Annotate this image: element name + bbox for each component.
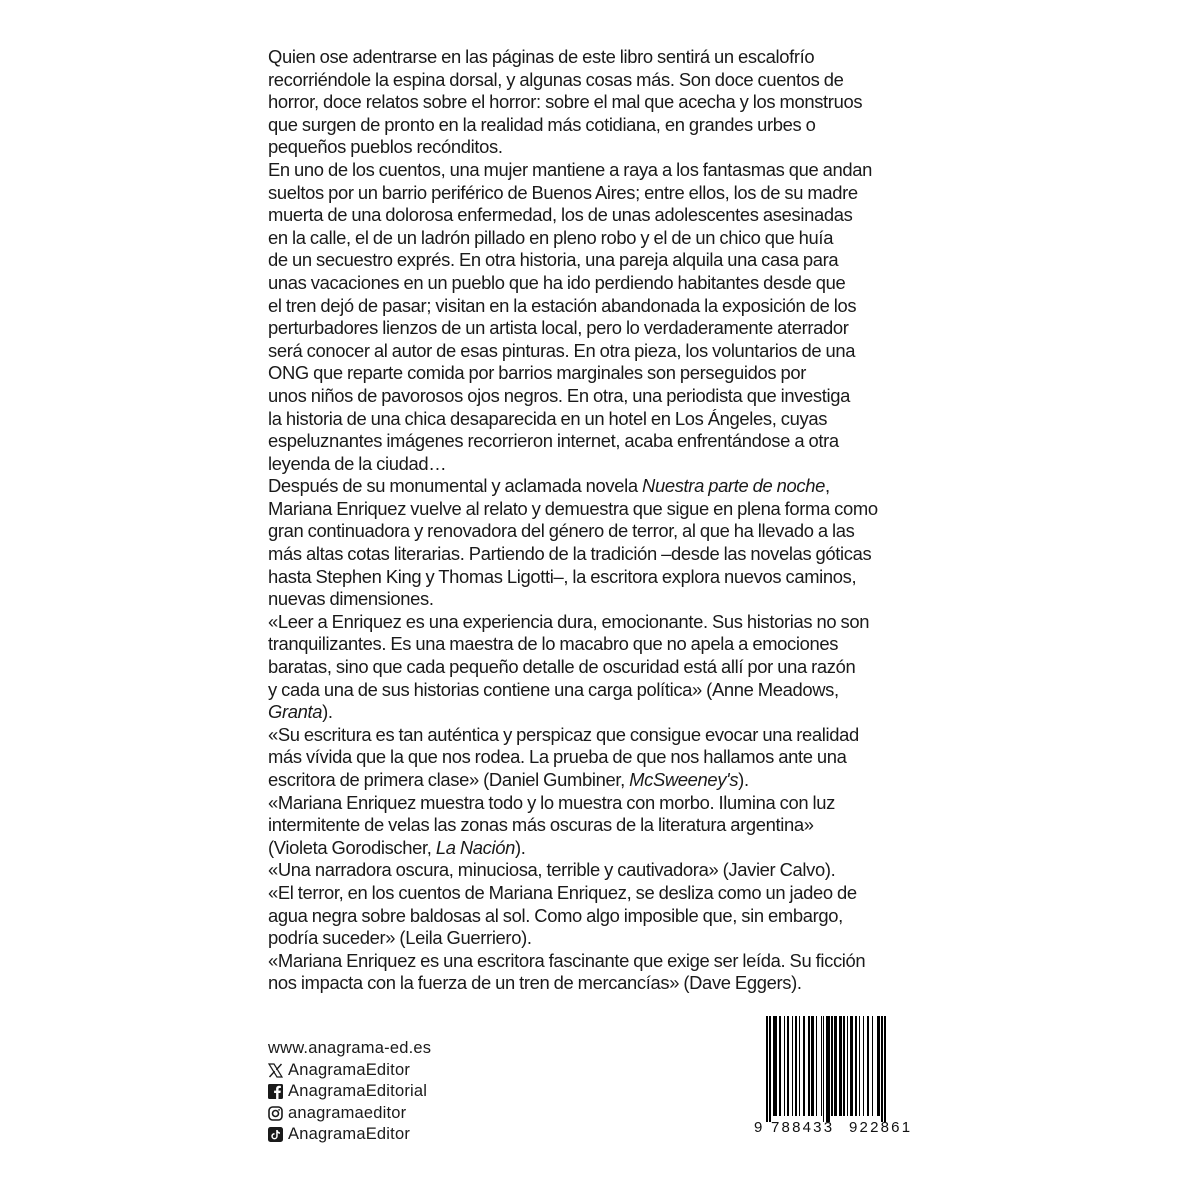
facebook-icon (268, 1084, 283, 1099)
text-line (268, 701, 948, 724)
text-line (268, 837, 948, 860)
text-line: más altas cotas literarias. Partiendo de la tradición –desde las novelas góticas (268, 543, 872, 565)
text-line: nos impacta con la fuerza de un tren de mercancías» (Dave Eggers). (268, 972, 802, 994)
text-line: el tren dejó de pasar; visitan en la estación abandonada la exposición de los (268, 294, 857, 316)
text-line: «Leer a Enriquez es una experiencia dura, emocionante. Sus historias no son (268, 610, 870, 632)
text-line: unas vacaciones en un pueblo que ha ido perdiendo habitantes desde que (268, 271, 846, 293)
website-url[interactable]: www.anagrama-ed.es (268, 1039, 432, 1057)
text-line: gran continuadora y renovadora del género de terror, al que ha llevado a las (268, 520, 855, 542)
x-icon (268, 1063, 283, 1078)
review-quote-granta (268, 611, 948, 724)
text-line: agua negra sobre baldosas al sol. Como algo imposible que, sin embargo, (268, 904, 843, 926)
text-line (268, 475, 948, 498)
isbn-right-group: 922861 (849, 1119, 913, 1136)
review-quote-mcsweeneys (268, 724, 948, 792)
publication-name: Granta (268, 701, 323, 723)
text-line: Quien ose adentrarse en las páginas de este libro sentirá un escalofrío (268, 46, 815, 67)
text-line: leyenda de la ciudad… (268, 452, 447, 474)
text-line: intermitente de velas las zonas más oscuras de la literatura argentina» (268, 814, 814, 836)
social-facebook[interactable] (268, 1081, 431, 1103)
blurb-paragraph-stories (268, 159, 948, 475)
review-quote-calvo (268, 859, 948, 882)
social-instagram[interactable] (268, 1103, 431, 1125)
text-line (268, 769, 948, 792)
blurb-text (268, 46, 948, 995)
review-quote-guerriero (268, 882, 948, 950)
text-line: hasta Stephen King y Thomas Ligotti–, la escritora explora nuevos caminos, (268, 565, 857, 587)
social-handle[interactable]: AnagramaEditor (288, 1060, 411, 1079)
isbn-barcode (752, 1016, 928, 1142)
publisher-contact (268, 1038, 431, 1146)
review-quote-la-nacion (268, 792, 948, 860)
text-line: en la calle, el de un ladrón pillado en pleno robo y el de un chico que huía (268, 226, 834, 248)
text-line: más vívida que la que nos rodea. La prueba de que nos hallamos ante una (268, 746, 847, 768)
text-line: y cada una de sus historias contiene una carga política» (Anne Meadows, (268, 678, 839, 700)
text-line: «Su escritura es tan auténtica y perspicaz que consigue evocar una realidad (268, 723, 859, 745)
social-tiktok[interactable] (268, 1124, 431, 1146)
text-line: perturbadores lienzos de un artista local, pero lo verdaderamente aterrador (268, 317, 849, 339)
text-line: baratas, sino que cada pequeño detalle de oscuridad está allí por una razón (268, 656, 856, 678)
tiktok-icon (268, 1127, 283, 1142)
text-line: recorriéndole la espina dorsal, y algunas cosas más. Son doce cuentos de (268, 68, 844, 90)
instagram-icon (268, 1106, 283, 1121)
text-line: que surgen de pronto en la realidad más cotidiana, en grandes urbes o (268, 113, 816, 135)
text-line: horror, doce relatos sobre el horror: sobre el mal que acecha y los monstruos (268, 91, 863, 113)
text-line: podría suceder» (Leila Guerriero). (268, 927, 532, 949)
text-fragment: , (825, 475, 830, 497)
text-line: unos niños de pavorosos ojos negros. En otra, una periodista que investiga (268, 384, 851, 406)
text-line: «Mariana Enriquez es una escritora fascinante que exige ser leída. Su ficción (268, 949, 866, 971)
text-fragment: ). (738, 769, 749, 790)
text-fragment: Después de su monumental y aclamada novela (268, 475, 643, 497)
isbn-first-digit: 9 (754, 1119, 765, 1136)
website-link[interactable] (268, 1038, 431, 1060)
review-quote-eggers (268, 950, 948, 995)
isbn-left-group: 788433 (771, 1119, 835, 1136)
social-handle[interactable]: anagramaeditor (288, 1103, 407, 1122)
text-line: «Mariana Enriquez muestra todo y lo muestra con morbo. Ilumina con luz (268, 791, 835, 813)
text-line: sueltos por un barrio periférico de Buenos Aires; entre ellos, los de su madre (268, 181, 858, 203)
text-fragment: ). (514, 836, 526, 858)
text-line: nuevas dimensiones. (268, 588, 434, 610)
text-line: muerta de una dolorosa enfermedad, los de unas adolescentes asesinadas (268, 204, 853, 226)
blurb-paragraph-author (268, 475, 948, 611)
barcode-bars (752, 1016, 928, 1122)
text-line: de un secuestro exprés. En otra historia, una pareja alquila una casa para (268, 249, 839, 271)
novel-title: Nuestra parte de noche (642, 475, 826, 497)
text-line: «Una narradora oscura, minuciosa, terrible y cautivadora» (Javier Calvo). (268, 859, 836, 881)
text-line: la historia de una chica desaparecida en un hotel en Los Ángeles, cuyas (268, 407, 828, 429)
text-line: será conocer al autor de esas pinturas. En otra pieza, los voluntarios de una (268, 339, 856, 361)
blurb-paragraph-intro (268, 46, 948, 159)
text-fragment: ). (322, 701, 333, 723)
social-handle[interactable]: AnagramaEditor (288, 1125, 411, 1143)
text-line: ONG que reparte comida por barrios marginales son perseguidos por (268, 362, 807, 384)
publication-name: McSweeney's (629, 769, 739, 790)
text-fragment: escritora de primera clase» (Daniel Gumbiner, (268, 769, 630, 790)
text-line: Mariana Enriquez vuelve al relato y demuestra que sigue en plena forma como (268, 497, 878, 519)
social-x[interactable] (268, 1060, 431, 1082)
text-line: «El terror, en los cuentos de Mariana Enriquez, se desliza como un jadeo de (268, 881, 857, 903)
text-line: En uno de los cuentos, una mujer mantiene a raya a los fantasmas que andan (268, 158, 873, 180)
text-fragment: (Violeta Gorodischer, (268, 836, 436, 858)
publication-name: La Nación (435, 836, 515, 858)
social-handle[interactable]: AnagramaEditorial (288, 1082, 428, 1100)
text-line: pequeños pueblos recónditos. (268, 136, 503, 158)
text-line: tranquilizantes. Es una maestra de lo macabro que no apela a emociones (268, 633, 839, 655)
text-line: espeluznantes imágenes recorrieron internet, acaba enfrentándose a otra (268, 430, 839, 452)
